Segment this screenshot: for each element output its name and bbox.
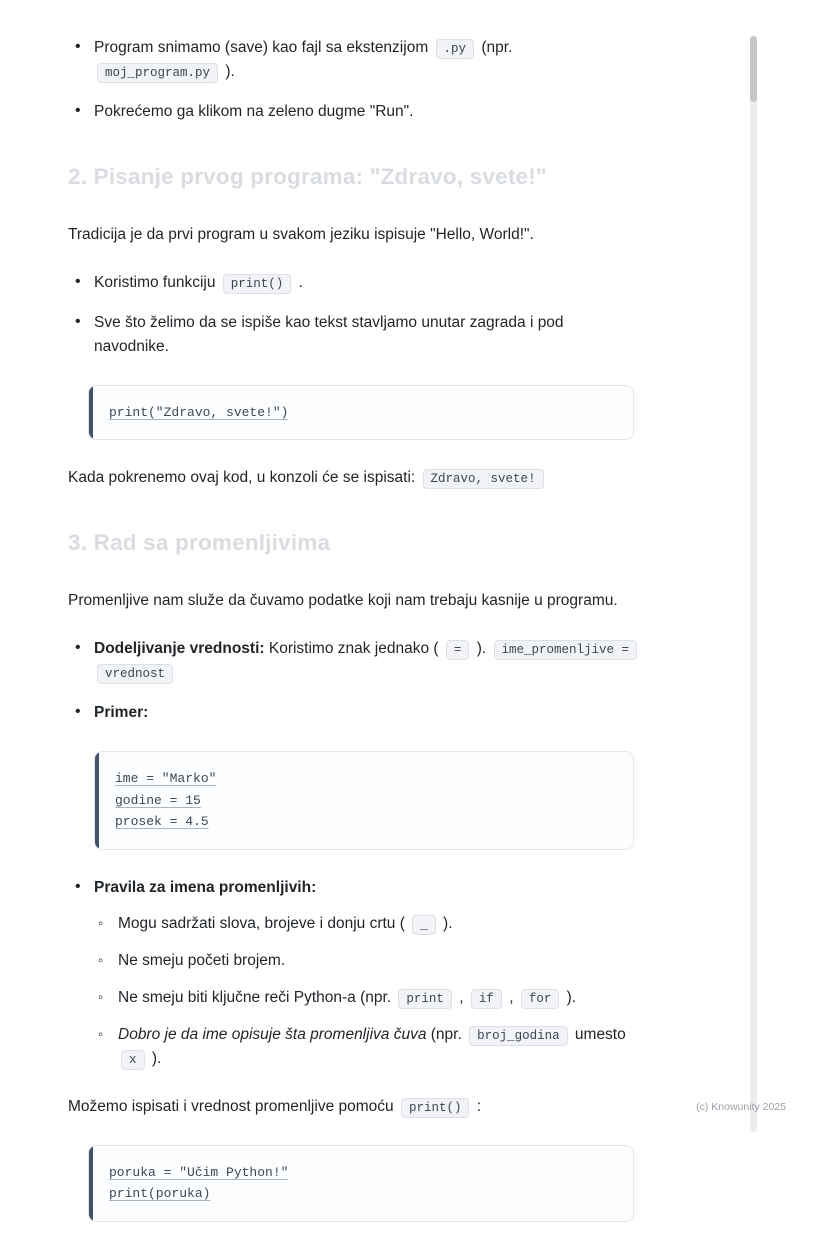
list-item — [68, 701, 634, 849]
inline-code: broj_godina — [469, 1026, 568, 1046]
text-run: ). — [476, 640, 487, 658]
inline-code: if — [471, 989, 502, 1009]
text-run: Pokrećemo ga klikom na zeleno dugme "Run". — [94, 103, 414, 121]
text-run: Ne smeju početi brojem. — [118, 951, 286, 969]
bullet-list-print — [68, 271, 634, 359]
text-run: ). — [151, 1049, 162, 1067]
sub-bullet-list-rules — [94, 912, 634, 1071]
inline-code: .py — [436, 39, 475, 59]
text-italic: Dobro je da ime opisuje šta promenljiva čuva — [118, 1025, 427, 1043]
list-item — [94, 912, 634, 936]
inline-code: print() — [401, 1098, 470, 1118]
text-run: (npr. — [430, 1025, 462, 1043]
text-run: ). — [225, 63, 235, 81]
watermark: (c) Knowunity 2025 — [696, 1101, 786, 1113]
text-run: Program snimamo (save) kao fajl sa ekstenzijom — [94, 39, 429, 56]
code-block-poruka — [88, 1145, 634, 1222]
text-run: , — [509, 988, 514, 1006]
paragraph: Promenljive nam služe da čuvamo podatke koji nam trebaju kasnije u programu. — [68, 592, 618, 610]
inline-code: ime_promenljive = vrednost — [97, 640, 637, 684]
section-heading-3: 3. Rad sa promenljivima — [68, 530, 331, 556]
code-line: print("Zdravo, svete!") — [109, 404, 289, 420]
code-line: poruka = "Učim Python!" — [109, 1164, 289, 1180]
inline-code: moj_program.py — [97, 63, 218, 83]
code-line: godine = 15 — [115, 792, 201, 808]
code-block-example — [94, 751, 634, 849]
text-bold: Dodeljivanje vrednosti: — [94, 640, 265, 658]
inline-code: for — [521, 989, 560, 1009]
inline-code: print — [398, 989, 452, 1009]
inline-code: Zdravo, svete! — [423, 469, 544, 489]
text-run: Sve što želimo da se ispiše kao tekst stavljamo unutar zagrada i pod navodnike. — [94, 313, 564, 355]
text-run: umesto — [574, 1025, 626, 1043]
paragraph — [68, 1095, 634, 1119]
bullet-list-top — [68, 36, 634, 124]
list-item — [94, 949, 634, 973]
text-run: Koristimo znak jednako ( — [268, 640, 439, 658]
text-run: Kada pokrenemo ovaj kod, u konzoli će se ispisati: — [68, 469, 416, 487]
list-item — [68, 637, 634, 685]
section-heading-2: 2. Pisanje prvog programa: "Zdravo, svete!" — [68, 164, 547, 190]
list-item — [68, 876, 634, 1071]
list-item — [68, 100, 634, 124]
inline-code: print() — [223, 274, 292, 294]
text-run: ). — [443, 914, 453, 932]
code-block-hello — [88, 385, 634, 440]
document-content — [68, 36, 634, 1248]
code-line: prosek = 4.5 — [115, 814, 209, 830]
text-run: , — [459, 988, 464, 1006]
text-run: . — [298, 273, 303, 291]
paragraph: Tradicija je da prvi program u svakom jeziku ispisuje "Hello, World!". — [68, 225, 534, 243]
inline-code: = — [446, 640, 470, 660]
list-item — [68, 36, 634, 84]
list-item — [94, 1023, 634, 1071]
text-run: Možemo ispisati i vrednost promenljive pomoću — [68, 1097, 394, 1115]
text-bold: Primer: — [94, 704, 149, 722]
inline-code: _ — [412, 915, 436, 935]
bullet-list-variables — [68, 637, 634, 1070]
text-run: Mogu sadržati slova, brojeve i donju crtu ( — [118, 914, 405, 932]
paragraph — [68, 466, 634, 490]
text-run: : — [476, 1097, 482, 1115]
list-item — [68, 311, 634, 359]
text-run: Ne smeju biti ključne reči Python-a (npr. — [118, 988, 392, 1006]
scrollbar-thumb[interactable] — [750, 36, 757, 102]
text-run: (npr. — [481, 39, 513, 56]
text-run: ). — [566, 988, 577, 1006]
code-line: ime = "Marko" — [115, 771, 217, 787]
scrollbar-track[interactable] — [750, 36, 757, 1132]
code-line: print(poruka) — [109, 1186, 211, 1202]
text-run: Koristimo funkciju — [94, 273, 216, 291]
text-bold: Pravila za imena promenljivih: — [94, 878, 317, 896]
list-item — [94, 986, 634, 1010]
list-item — [68, 271, 634, 295]
inline-code: x — [121, 1050, 145, 1070]
